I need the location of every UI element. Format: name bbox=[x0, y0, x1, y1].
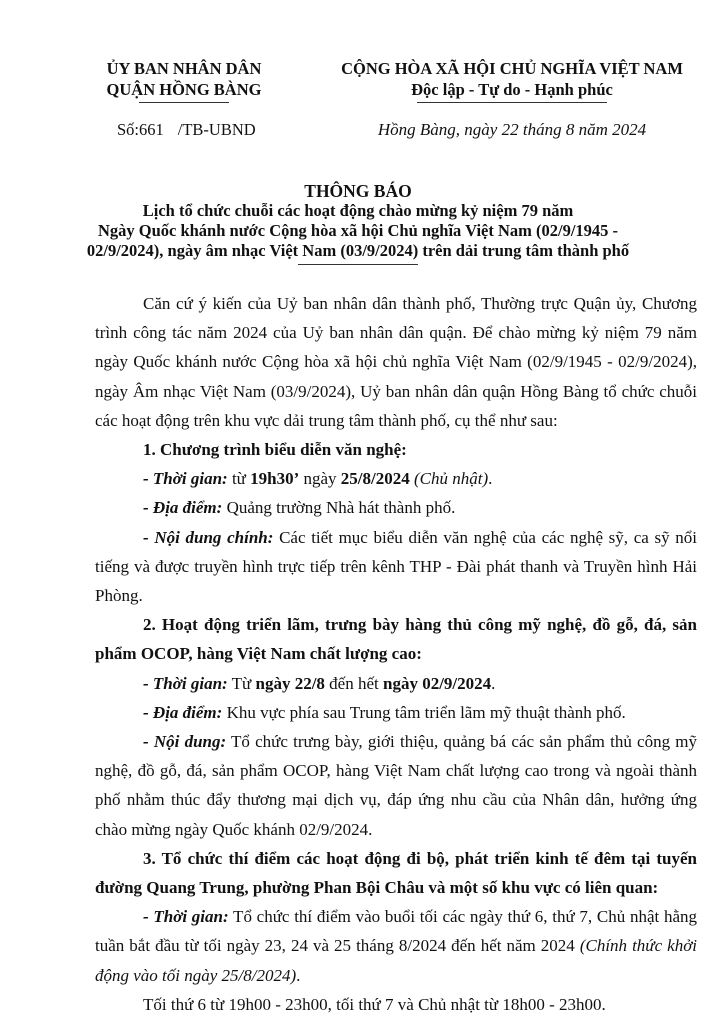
section-3-heading: 3. Tổ chức thí điểm các hoạt động đi bộ, phát triển kinh tế đêm tại tuyến đường Quang Trung, phường Phan Bội Châu và một số khu vực có liên quan: bbox=[95, 848, 697, 898]
section-1-place bbox=[95, 493, 697, 522]
place-label: - Địa điểm: bbox=[143, 498, 223, 518]
place-and-date: Hồng Bàng, ngày 22 tháng 8 năm 2024 bbox=[377, 120, 647, 139]
national-header bbox=[320, 58, 704, 100]
place-text: Khu vực phía sau Trung tâm triển lãm mỹ thuật thành phố. bbox=[222, 702, 626, 722]
text: đến hết bbox=[324, 673, 383, 693]
time-text: Tổ chức thí điểm vào buổi tối các ngày thứ 6, thứ 7, Chủ nhật hằng tuần bắt đầu từ tối ngày 23, 24 và 25 tháng 8/2024 đến hết năm 2024 bbox=[95, 907, 697, 956]
document-body bbox=[95, 289, 697, 1019]
document-title bbox=[40, 181, 676, 261]
text: ngày bbox=[299, 469, 341, 489]
section-2-content bbox=[95, 727, 697, 844]
time-label: - Thời gian: bbox=[143, 469, 228, 489]
text: từ bbox=[227, 469, 251, 489]
authority-underline bbox=[139, 102, 229, 103]
national-name: CỘNG HÒA XÃ HỘI CHỦ NGHĨA VIỆT NAM bbox=[341, 59, 683, 78]
section-2-place bbox=[95, 698, 697, 727]
event-date: 25/8/2024 bbox=[340, 469, 410, 489]
text: . bbox=[296, 965, 301, 985]
text: Từ bbox=[227, 673, 256, 693]
title-line-1: Lịch tổ chức chuỗi các hoạt động chào mừng kỷ niệm 79 năm bbox=[142, 201, 574, 220]
end-date: ngày 02/9/2024 bbox=[383, 673, 492, 693]
content-text: Các tiết mục biểu diễn văn nghệ của các nghệ sỹ, ca sỹ nổi tiếng và được truyền hình trực tiếp trên kênh THP - Đài phát thanh và Truyền hình Hải Phòng. bbox=[95, 527, 697, 606]
title-underline bbox=[298, 264, 418, 265]
intro-paragraph: Căn cứ ý kiến của Uỷ ban nhân dân thành phố, Thường trực Quận ủy, Chương trình công tác năm 2024 của Uỷ ban nhân dân quận. Để chào mừng kỷ niệm 79 năm ngày Quốc khánh nước Cộng hòa xã hội chủ nghĩa Việt Nam (02/9/1945 - 02/9/2024), ngày Âm nhạc Việt Nam (03/9/2024), Uỷ ban nhân dân quận Hồng Bàng tổ chức chuỗi các hoạt động trên khu vực dải trung tâm thành phố, cụ thể như sau: bbox=[95, 294, 697, 430]
authority-line-2: QUẬN HỒNG BÀNG bbox=[106, 80, 262, 99]
launch-note: (Chính thức khởi động vào tối ngày 25/8/2024) bbox=[95, 936, 697, 985]
weekday-note: (Chủ nhật) bbox=[414, 469, 489, 489]
document-number-suffix: /TB-UBND bbox=[177, 120, 256, 139]
section-1-heading: 1. Chương trình biểu diễn văn nghệ: bbox=[143, 440, 407, 460]
title-line-3: 02/9/2024), ngày âm nhạc Việt Nam (03/9/2024) trên dải trung tâm thành phố bbox=[86, 241, 630, 260]
section-3-time bbox=[95, 902, 697, 990]
start-date: ngày 22/8 bbox=[255, 673, 325, 693]
place-label: - Địa điểm: bbox=[143, 702, 223, 722]
title-line-2: Ngày Quốc khánh nước Cộng hòa xã hội Chủ nghĩa Việt Nam (02/9/1945 - bbox=[97, 221, 619, 240]
text: . bbox=[491, 673, 496, 693]
section-2-time bbox=[95, 669, 697, 698]
section-1-time bbox=[95, 464, 697, 493]
time-label: - Thời gian: bbox=[143, 673, 228, 693]
section-3-hours: Tối thứ 6 từ 19h00 - 23h00, tối thứ 7 và Chủ nhật từ 18h00 - 23h00. bbox=[143, 994, 606, 1014]
issuing-authority bbox=[94, 58, 274, 100]
section-2-heading: 2. Hoạt động triển lãm, trưng bày hàng thủ công mỹ nghệ, đồ gỗ, đá, sản phẩm OCOP, hàng Việt Nam chất lượng cao: bbox=[95, 615, 697, 664]
national-motto: Độc lập - Tự do - Hạnh phúc bbox=[411, 80, 613, 99]
section-1-content bbox=[95, 523, 697, 611]
authority-line-1: ỦY BAN NHÂN DÂN bbox=[106, 59, 262, 78]
content-label: - Nội dung chính: bbox=[143, 527, 274, 547]
document-number bbox=[117, 120, 256, 140]
content-text: Tổ chức trưng bày, giới thiệu, quảng bá các sản phẩm thủ công mỹ nghệ, đồ gỗ, đá, sản phẩm OCOP, hàng Việt Nam chất lượng cao trong và ngoài thành phố nhằm thúc đẩy thương mại dịch vụ, đáp ứng nhu cầu của Nhân dân, hưởng ứng chào mừng ngày Quốc khánh 02/9/2024. bbox=[95, 732, 697, 839]
start-time: 19h30’ bbox=[250, 469, 300, 489]
document-number-prefix: Số:661 bbox=[117, 120, 164, 139]
place-text: Quảng trường Nhà hát thành phố. bbox=[222, 498, 456, 518]
text: . bbox=[488, 469, 493, 489]
time-label: - Thời gian: bbox=[143, 907, 229, 927]
content-label: - Nội dung: bbox=[143, 732, 227, 752]
document-type: THÔNG BÁO bbox=[304, 181, 412, 201]
motto-underline bbox=[417, 102, 607, 103]
